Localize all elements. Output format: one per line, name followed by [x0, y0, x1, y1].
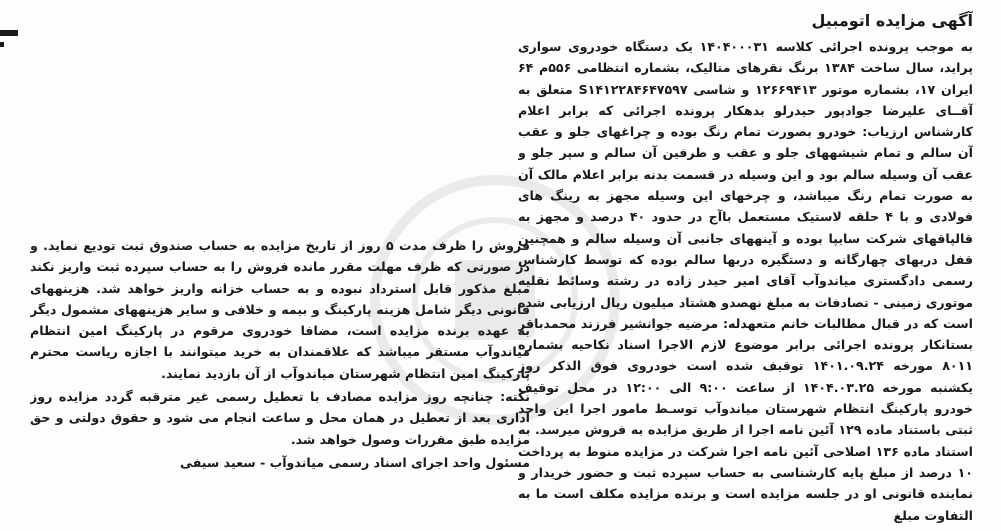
notice-title: آگهی مزایده اتومبیل	[811, 11, 973, 30]
notice-signature: مسئول واحد اجرای اسناد رسمی میاندوآب - سعید سیفی	[179, 454, 530, 470]
notice-left-column	[30, 235, 530, 505]
notice-note: نکته: چنانچه روز مزایده مصادف با تعطیل رسمی غیر مترقبه گردد مزایده روز اداری بعد از تعطیل در همان محل و ساعت انجام می شود و حقوق دولتی و حق مزایده طبق مقررات وصول خواهد شد.	[30, 389, 530, 447]
notice-paragraph: به موجب پرونده اجرائی کلاسه ۱۴۰۴۰۰۰۳۱ یک دستگاه خودروی سواری پراید، سال ساخت ۱۳۸۴ برنگ نقرهای متالیک، بشماره انتظامی ۵۵۶م ۶۴ ایران ۱۷، بشماره موتور ۱۲۶۶۹۴۱۳ و شاسی S۱۴۱۲۲۸۴۶۴۷۵۹۷ متعلق به آقــای علیرضا جوادپور حیدرلو بدهکار پرونده اجرائی که برابر اعلام کارشناس ارزیاب: خودرو بصورت تمام رنگ بوده و چراغهای جلو و عقب آن سالم و تمام شیشههای جلو و عقب و طرفین آن سالم و سپر جلو و عقب آن وسیله سالم بود و این وسیله در قسمت بدنه برابر اعلام مالک آن به صورت تمام رنگ میباشد، و چرخهای این وسیله مجهز به رینگ های فولادی و با ۴ حلقه لاستیک مستعمل باآج در حدود ۴۰ درصد و مجهز به قالپاقهای شرکت سایپا بوده و آینههای جانبی آن وسیله سالم و همچنین قفل دربهای چهارگانه و دستگیره دربها سالم بوده که توسط کارشناس رسمی دادگستری میاندوآب آقای امیر حیدر زاده در رشته وسائط نقلیه موتوری زمینی - تصادفات به مبلغ نهصدو هشتاد میلیون ریال ارزیابی شده است که در قبال مطالبات خانم متعهدله: مرضیه جوانشیر فرزند محمدباقر بستانکار پرونده اجرائی برابر موضوع لازم الاجرا اسناد نکاحیه بشماره ۸۰۱۱ مورخه ۱۴۰۱.۰۹.۲۴ توقیف شده است خودروی فوق الذکر روز یکشنبه مورخه ۱۴۰۴.۰۳.۲۵ از ساعت ۹:۰۰ الی ۱۲:۰۰ در محل توقیف خودرو پارکینگ انتظام شهرستان میاندوآب توسـط مامور اجرا این واحد ثبتی باستناد ماده ۱۲۹ آئین نامه اجرا از طریق مزایده به فروش میرسد. به استناد ماده ۱۳۶ اصلاحی آئین نامه اجرا شرکت در مزایده منوط به پرداخت ۱۰ درصد از مبلغ پایه کارشناسی به حساب سپرده ثبت و حضور خریدار و نماینده قانونی او در جلسه مزایده است و برنده مزایده مکلف است ما به التفاوت مبلغ	[518, 39, 973, 523]
notice-body-right	[518, 36, 973, 526]
notice-right-column	[518, 10, 973, 530]
notice-paragraph: فروش را ظرف مدت ۵ روز از تاریخ مزایده به حساب صندوق ثبت تودیع نماید. و در صورتی که ظرف مهلت مقرر مانده فروش را به حساب سپرده ثبت واریز نکند مبلغ مذکور قابل استرداد نبوده و به حساب خزانه واریز خواهد شد. هزینههای قانونی دیگر شامل هزینه پارکینگ و بیمه و خلافی و سایر هزینههای مشمول دیگر به عهده برنده مزایده است، مضافا خودروی مرقوم در پارکینگ امین انتظام میاندوآب مستقر میباشد که علاقمندان به خرید میتوانند با اجازه ریاست محترم پارکینگ امین انتظام شهرستان میاندوآب از آن بازدید نمایند.	[30, 238, 530, 381]
notice-body-left	[30, 235, 530, 450]
edge-crop-mark	[0, 30, 18, 36]
